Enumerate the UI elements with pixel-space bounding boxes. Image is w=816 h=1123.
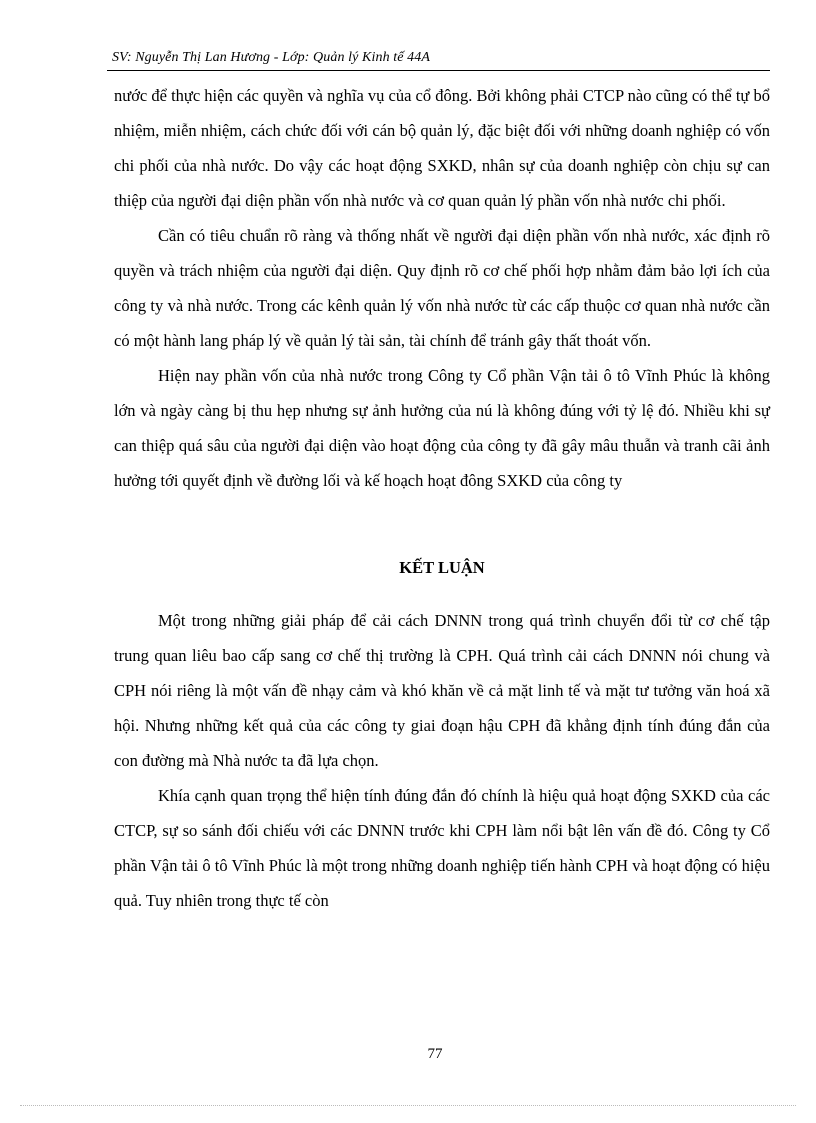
header-divider <box>107 70 770 71</box>
page-number: 77 <box>427 1046 443 1062</box>
paragraph-1: nước để thực hiện các quyền và nghĩa vụ của cổ đông. Bởi không phải CTCP nào cũng có thể tự bổ nhiệm, miễn nhiệm, cách chức đối với cán bộ quản lý, đặc biệt đối với những doanh nghiệp có vốn chi phối của nhà nước. Do vậy các hoạt động SXKD, nhân sự của doanh nghiệp còn chịu sự can thiệp của người đại diện phần vốn nhà nước và cơ quan quản lý phần vốn nhà nước chi phối. <box>114 86 770 210</box>
paragraph-2: Cần có tiêu chuẩn rõ ràng và thống nhất về người đại diện phần vốn nhà nước, xác định rõ quyền và trách nhiệm của người đại diện. Quy định rõ cơ chế phối hợp nhằm đảm bảo lợi ích của công ty và nhà nước. Trong các kênh quản lý vốn nhà nước từ các cấp thuộc cơ quan nhà nước cần có một hành lang pháp lý về quản lý tài sản, tài chính để tránh gây thất thoát vốn. <box>114 226 770 350</box>
paragraph-3: Hiện nay phần vốn của nhà nước trong Công ty Cổ phần Vận tải ô tô Vĩnh Phúc là không lớn và ngày càng bị thu hẹp nhưng sự ảnh hưởng của nú là không đúng với tỷ lệ đó. Nhiều khi sự can thiệp quá sâu của người đại diện vào hoạt động của công ty đã gây mâu thuẫn và tranh cãi ảnh hưởng tới quyết định về đường lối và kế hoạch hoạt đông SXKD của công ty <box>114 366 770 490</box>
document-body <box>114 78 770 918</box>
paragraph-5: Khía cạnh quan trọng thể hiện tính đúng đắn đó chính là hiệu quả hoạt động SXKD của các CTCP, sự so sánh đối chiếu với các DNNN trước khi CPH làm nổi bật lên vấn đề đó. Công ty Cổ phần Vận tải ô tô Vĩnh Phúc là một trong những doanh nghiệp tiến hành CPH và hoạt động có hiệu quả. Tuy nhiên trong thực tế còn <box>114 786 770 910</box>
page-header: SV: Nguyễn Thị Lan Hương - Lớp: Quản lý Kinh tế 44A <box>112 50 431 65</box>
paragraph-4: Một trong những giải pháp để cải cách DNNN trong quá trình chuyển đổi từ cơ chế tập trung quan liêu bao cấp sang cơ chế thị trường là CPH. Quá trình cải cách DNNN nói chung và CPH nói riêng là một vấn đề nhạy cảm và khó khăn về cả mặt linh tế và mặt tư tưởng văn hoá xã hội. Nhưng những kết quả của các công ty giai đoạn hậu CPH đã khẳng định tính đúng đắn của con đường mà Nhà nước ta đã lựa chọn. <box>114 611 770 770</box>
section-heading: KẾT LUẬN <box>399 558 485 577</box>
page-bottom-divider <box>20 1105 796 1106</box>
